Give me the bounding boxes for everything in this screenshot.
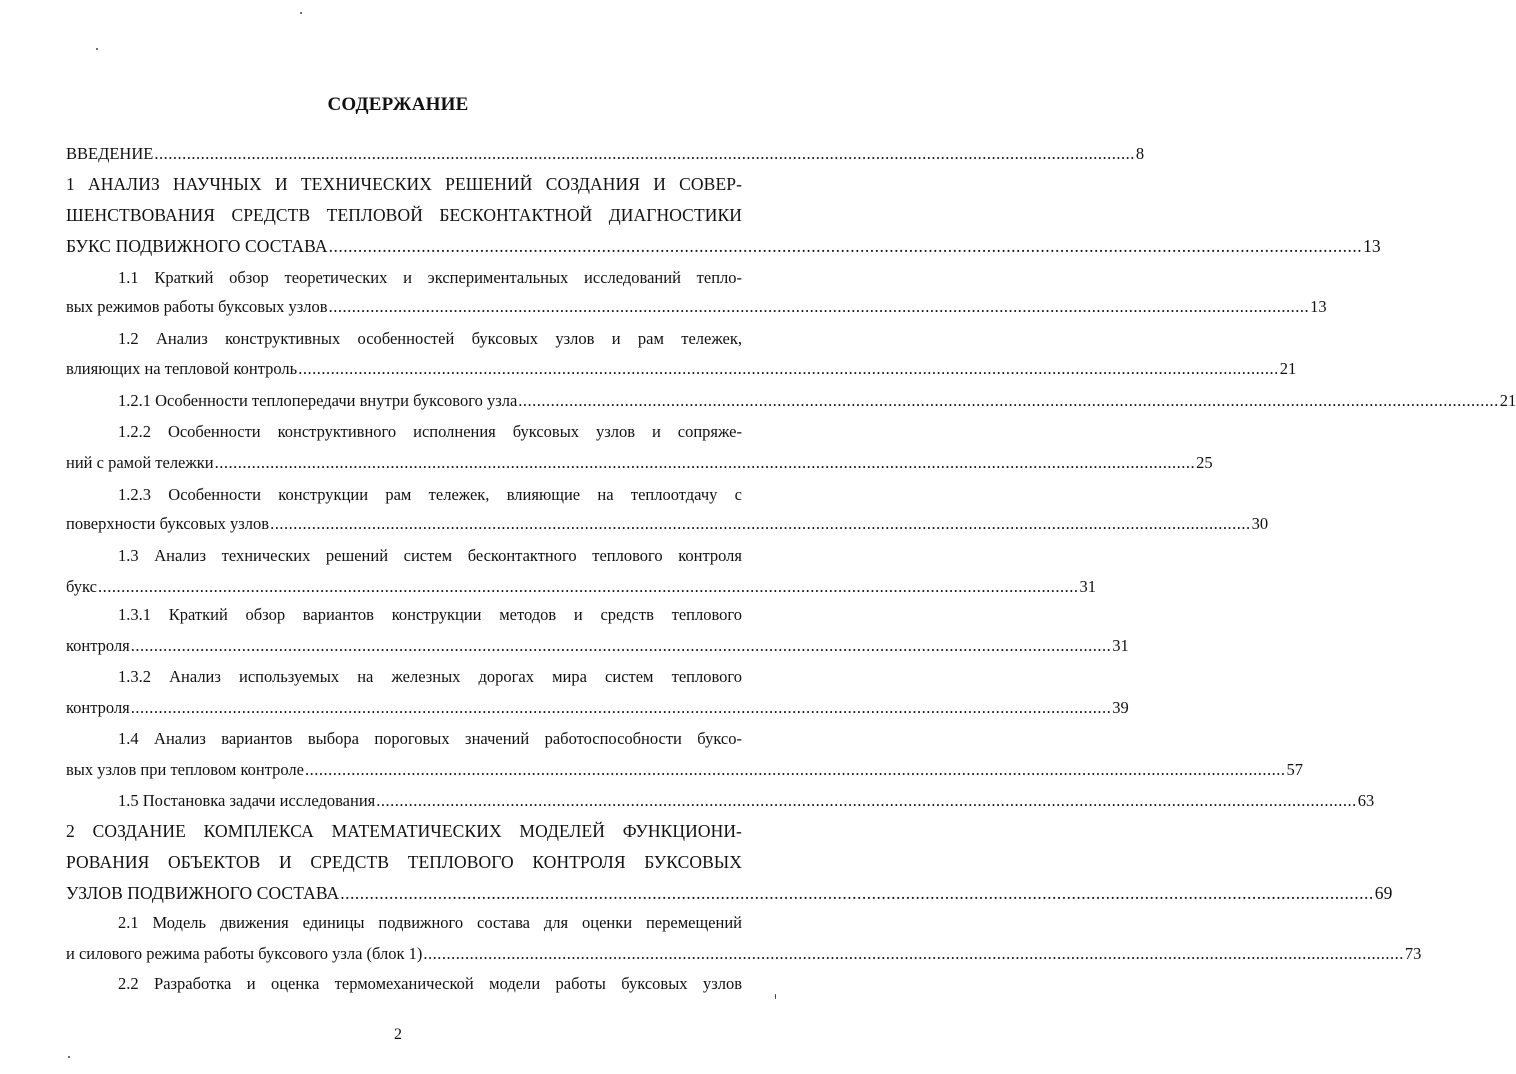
page-ref: 69: [1374, 883, 1393, 903]
page-number: 2: [394, 1026, 402, 1043]
scan-speck: [775, 994, 776, 999]
page-ref: 21: [1499, 391, 1516, 410]
toc-section-1-3-last-line[interactable]: букс .................................................................................................................................................................................................................... 31: [66, 573, 742, 601]
toc-section-1-2-1[interactable]: 1.2.1 Особенности теплопередачи внутри буксового узла .................................................................................................................................................................................................................... 21: [118, 387, 742, 415]
scan-speck: [96, 48, 98, 50]
page-ref: 13: [1310, 297, 1327, 316]
toc-section-1-2-2-line[interactable]: 1.2.2 Особенности конструктивного исполнения буксовых узлов и сопряже-: [118, 422, 742, 441]
scan-speck: [300, 12, 302, 14]
toc-section-1-2-2-last-line[interactable]: ний с рамой тележки .................................................................................................................................................................................................................... 25: [66, 449, 742, 477]
toc-section-1-3-line[interactable]: 1.3 Анализ технических решений систем бесконтактного теплового контроля: [118, 546, 742, 565]
toc-section-1-3-2-line[interactable]: 1.3.2 Анализ используемых на железных дорогах мира систем теплового: [118, 667, 742, 686]
toc-chapter-2-last-line[interactable]: УЗЛОВ ПОДВИЖНОГО СОСТАВА .................................................................................................................................................................................................................... 69: [66, 879, 742, 907]
page-ref: 30: [1251, 514, 1269, 533]
page-ref: 63: [1357, 791, 1375, 810]
toc-section-1-4-last-line[interactable]: вых узлов при тепловом контроле .................................................................................................................................................................................................................... 57: [66, 756, 742, 784]
toc-chapter-1-line[interactable]: 1 АНАЛИЗ НАУЧНЫХ И ТЕХНИЧЕСКИХ РЕШЕНИЙ СОЗДАНИЯ И СОВЕР-: [66, 174, 742, 194]
page-ref: 31: [1112, 636, 1129, 655]
toc-section-1-2-3-last-line[interactable]: поверхности буксовых узлов .................................................................................................................................................................................................................... 30: [66, 510, 742, 538]
toc-section-1-2-3-line[interactable]: 1.2.3 Особенности конструкции рам тележек, влияющие на теплоотдачу с: [118, 485, 742, 504]
toc-section-2-1-line[interactable]: 2.1 Модель движения единицы подвижного состава для оценки перемещений: [118, 913, 742, 932]
toc-section-1-3-1-line[interactable]: 1.3.1 Краткий обзор вариантов конструкции методов и средств теплового: [118, 605, 742, 624]
toc-chapter-1-last-line[interactable]: БУКС ПОДВИЖНОГО СОСТАВА .................................................................................................................................................................................................................... 13: [66, 232, 742, 260]
toc-section-2-1-last-line[interactable]: и силового режима работы буксового узла (блок 1) .................................................................................................................................................................................................................... 73: [66, 940, 742, 968]
toc-section-1-1-last-line[interactable]: вых режимов работы буксовых узлов .................................................................................................................................................................................................................... 13: [66, 293, 742, 321]
page-ref: 25: [1196, 453, 1213, 472]
page-ref: 13: [1363, 236, 1381, 256]
toc-section-1-2-last-line[interactable]: влияющих на тепловой контроль .................................................................................................................................................................................................................... 21: [66, 355, 742, 383]
toc-title: СОДЕРЖАНИЕ: [327, 94, 469, 115]
toc-section-1-4-line[interactable]: 1.4 Анализ вариантов выбора пороговых значений работоспособности буксо-: [118, 729, 742, 748]
toc-entry-introduction[interactable]: ВВЕДЕНИЕ .................................................................................................................................................................................................................... 8: [66, 140, 742, 168]
page-ref: 73: [1404, 944, 1422, 963]
toc-section-1-3-1-last-line[interactable]: контроля .................................................................................................................................................................................................................... 31: [66, 632, 742, 660]
toc-section-1-3-2-last-line[interactable]: контроля .................................................................................................................................................................................................................... 39: [66, 694, 742, 722]
toc-section-1-1-line[interactable]: 1.1 Краткий обзор теоретических и экспериментальных исследований тепло-: [118, 268, 742, 287]
toc-section-1-5[interactable]: 1.5 Постановка задачи исследования .................................................................................................................................................................................................................... 63: [118, 787, 742, 815]
toc-section-2-2-line[interactable]: 2.2 Разработка и оценка термомеханической модели работы буксовых узлов: [118, 974, 742, 993]
page-ref: 39: [1112, 698, 1129, 717]
toc-section-1-2-line[interactable]: 1.2 Анализ конструктивных особенностей буксовых узлов и рам тележек,: [118, 329, 742, 348]
page-ref: 31: [1079, 577, 1096, 596]
page-ref: 21: [1279, 359, 1297, 378]
toc-chapter-2-line[interactable]: 2 СОЗДАНИЕ КОМПЛЕКСА МАТЕМАТИЧЕСКИХ МОДЕЛЕЙ ФУНКЦИОНИ-: [66, 821, 742, 841]
page-ref: 57: [1286, 760, 1303, 779]
toc-chapter-1-line[interactable]: ШЕНСТВОВАНИЯ СРЕДСТВ ТЕПЛОВОЙ БЕСКОНТАКТНОЙ ДИАГНОСТИКИ: [66, 205, 742, 225]
toc-chapter-2-line[interactable]: РОВАНИЯ ОБЪЕКТОВ И СРЕДСТВ ТЕПЛОВОГО КОНТРОЛЯ БУКСОВЫХ: [66, 852, 742, 872]
scan-speck: [68, 1056, 70, 1058]
page-ref: 8: [1135, 144, 1145, 163]
